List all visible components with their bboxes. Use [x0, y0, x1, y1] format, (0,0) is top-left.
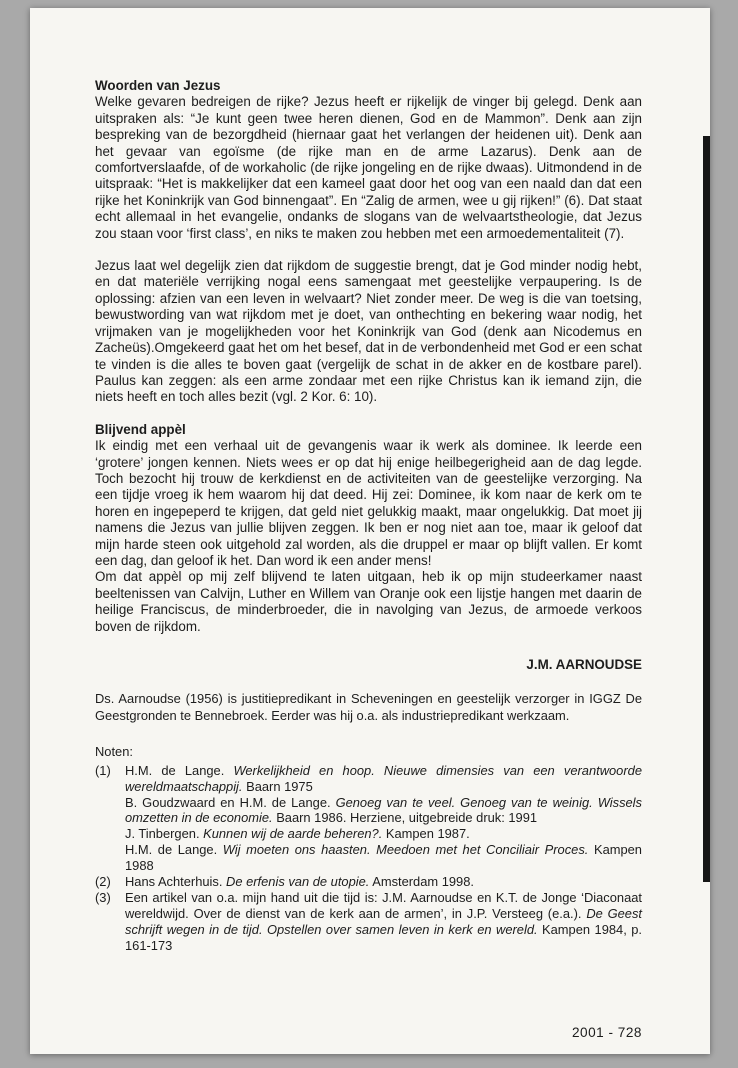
footnote-entry — [125, 826, 642, 842]
paragraph: Ik eindig met een verhaal uit de gevangenis waar ik werk als dominee. Ik leerde een ‘grotere’ jongen kennen. Niets wees er op dat hij enige heilbegerigheid aan de dag legde. Toch bezocht hij trouw de kerkdienst en de activiteiten van de geestelijke verzorging. Na een tijdje vroeg ik hem waarom hij dat deed. Hij zei: Dominee, ik kom naar de kerk om te horen en ingepeperd te krijgen, dat geld niet gelukkig maakt, maar ongelukkig. Dat moet jij namens die Jezus van jullie blijven zeggen. Ik ben er nog niet aan toe, maar ik geloof dat mijn harde steen ook uitgehold zal worden, als die druppel er maar op blijft vallen. Er komt een dag, dan geloof ik het. Dan word ik een ander mens! — [95, 438, 642, 568]
footnote-entry — [125, 874, 642, 890]
footnote-entry — [125, 842, 642, 874]
entry-text: B. Goudzwaard en H.M. de Lange. — [125, 794, 336, 810]
footnote-entry — [125, 763, 642, 795]
entry-text: Amsterdam 1998. — [369, 874, 474, 890]
entry-title: Wij moeten ons haasten. Meedoen met het Conciliair Proces. — [222, 842, 589, 858]
entry-text: Baarn 1975 — [242, 778, 313, 794]
footnote-body — [125, 763, 642, 874]
entry-text: Kampen 1987. — [382, 826, 470, 842]
entry-title: Werkelijkheid en hoop. Nieuwe dimensies van een verantwoorde wereldmaatschappij. — [125, 762, 642, 794]
entry-text: J. Tinbergen. — [125, 826, 204, 842]
footnote-label: (3) — [95, 889, 111, 905]
footnotes — [95, 744, 642, 954]
notes-heading: Noten: — [95, 743, 133, 759]
section-heading: Woorden van Jezus — [95, 78, 221, 93]
section-blijvend-appel — [95, 422, 642, 635]
entry-text: Hans Achterhuis. — [125, 874, 227, 890]
author-name: J.M. AARNOUDSE — [526, 657, 642, 672]
footnote-2 — [95, 874, 642, 890]
author-bio: Ds. Aarnoudse (1956) is justitiepredikant in Scheveningen en geestelijk verzorger in IGGZ De Geestgronden te Bennebroek. Eerder was hij o.a. als industriepredikant werkzaam. — [95, 691, 642, 723]
paragraph: Jezus laat wel degelijk zien dat rijkdom de suggestie brengt, dat je God minder nodig hebt, en dat materiële verrijking nogal eens samengaat met geestelijke verpaupering. Is de oplossing: afzien van een leven in welvaart? Niet zonder meer. De weg is die van toetsing, bewustwording van wat rijkdom met je doet, van onthechting en bekering waar nodig, het vrijmaken van je mogelijkheden voor het Koninkrijk van God (denk aan Nicodemus en Zacheüs).Omgekeerd gaat het om het besef, dat in de verbondenheid met God er een schat te vinden is die alles te boven gaat (vergelijk de schat in de akker en de kostbare parel). Paulus kan zeggen: als een arme zondaar met een rijke Christus kan ik iemand zijn, die niets heeft en toch alles bezit (vgl. 2 Kor. 6: 10). — [95, 258, 642, 405]
paragraph: Om dat appèl op mij zelf blijvend te laten uitgaan, heb ik op mijn studeerkamer naast beeltenissen van Calvijn, Luther en Willem van Oranje ook een lijstje hangen met daarin de heilige Franciscus, de minderbroeder, die in navolging van Jezus, de armoede verkoos boven de rijkdom. — [95, 569, 642, 634]
entry-text: H.M. de Lange. — [125, 762, 234, 778]
footnote-body — [125, 874, 642, 890]
scan-edge-shadow — [703, 136, 710, 882]
entry-text: Een artikel van o.a. mijn hand uit die tijd is: J.M. Aarnoudse en K.T. de Jonge ‘Diaconaat wereldwijd. Over de dienst van de kerk aan de armen’, in J.P. Versteeg (e.a.). — [125, 889, 642, 921]
document-page — [30, 8, 710, 1054]
entry-text: H.M. de Lange. — [125, 842, 223, 858]
footnote-1 — [95, 763, 642, 874]
entry-title: Genoeg van te veel. Genoeg van te weinig. Wissels omzetten in de economie. — [125, 794, 642, 826]
footnote-body — [125, 890, 642, 954]
footnote-entry — [125, 890, 642, 954]
entry-text: Kampen 1984, p. 161-173 — [125, 921, 642, 953]
footnote-entry — [125, 795, 642, 827]
footnote-label: (2) — [95, 874, 111, 890]
paragraph: Welke gevaren bedreigen de rijke? Jezus heeft er rijkelijk de vinger bij gelegd. Denk aan uitspraken als: “Je kunt geen twee heren dienen, God en de Mammon”. Denk aan zijn bespreking van de bezorgdheid (hiernaar gaat het verlangen der heidenen uit). Denk aan het gevaar van egoïsme (de rijke man en de arme Lazarus). Denk aan de comfortverslaafde, of de workaholic (de rijke jongeling en de rijke dwaas). Uitmondend in de uitspraak: “Het is makkelijker dat een kameel gaat door het oog van een naald dan dat een rijke het Koninkrijk van God binnengaat”. En “Zalig de armen, wee u gij rijken!” (6). Dat staat echt allemaal in het evangelie, ondanks de slogans van de welvaartstheologie, dat Jezus zou staan voor ‘first class’, en niks te maken zou hebben met een armoedementaliteit (7). — [95, 94, 642, 241]
entry-text: Kampen 1988 — [125, 842, 642, 874]
entry-text: Baarn 1986. Herziene, uitgebreide druk: 1991 — [272, 810, 538, 826]
entry-title: Kunnen wij de aarde beheren?. — [203, 826, 383, 842]
section-heading: Blijvend appèl — [95, 421, 186, 437]
footnote-3 — [95, 890, 642, 954]
article-content — [95, 78, 642, 954]
section-woorden-van-jezus — [95, 78, 642, 406]
footnote-label: (1) — [95, 762, 111, 778]
entry-title: De erfenis van de utopie. — [226, 874, 370, 890]
entry-title: De Geest schrijft wegen in de tijd. Opstellen over samen leven in kerk en wereld. — [125, 905, 642, 937]
page-number: 2001 - 728 — [571, 1025, 642, 1040]
